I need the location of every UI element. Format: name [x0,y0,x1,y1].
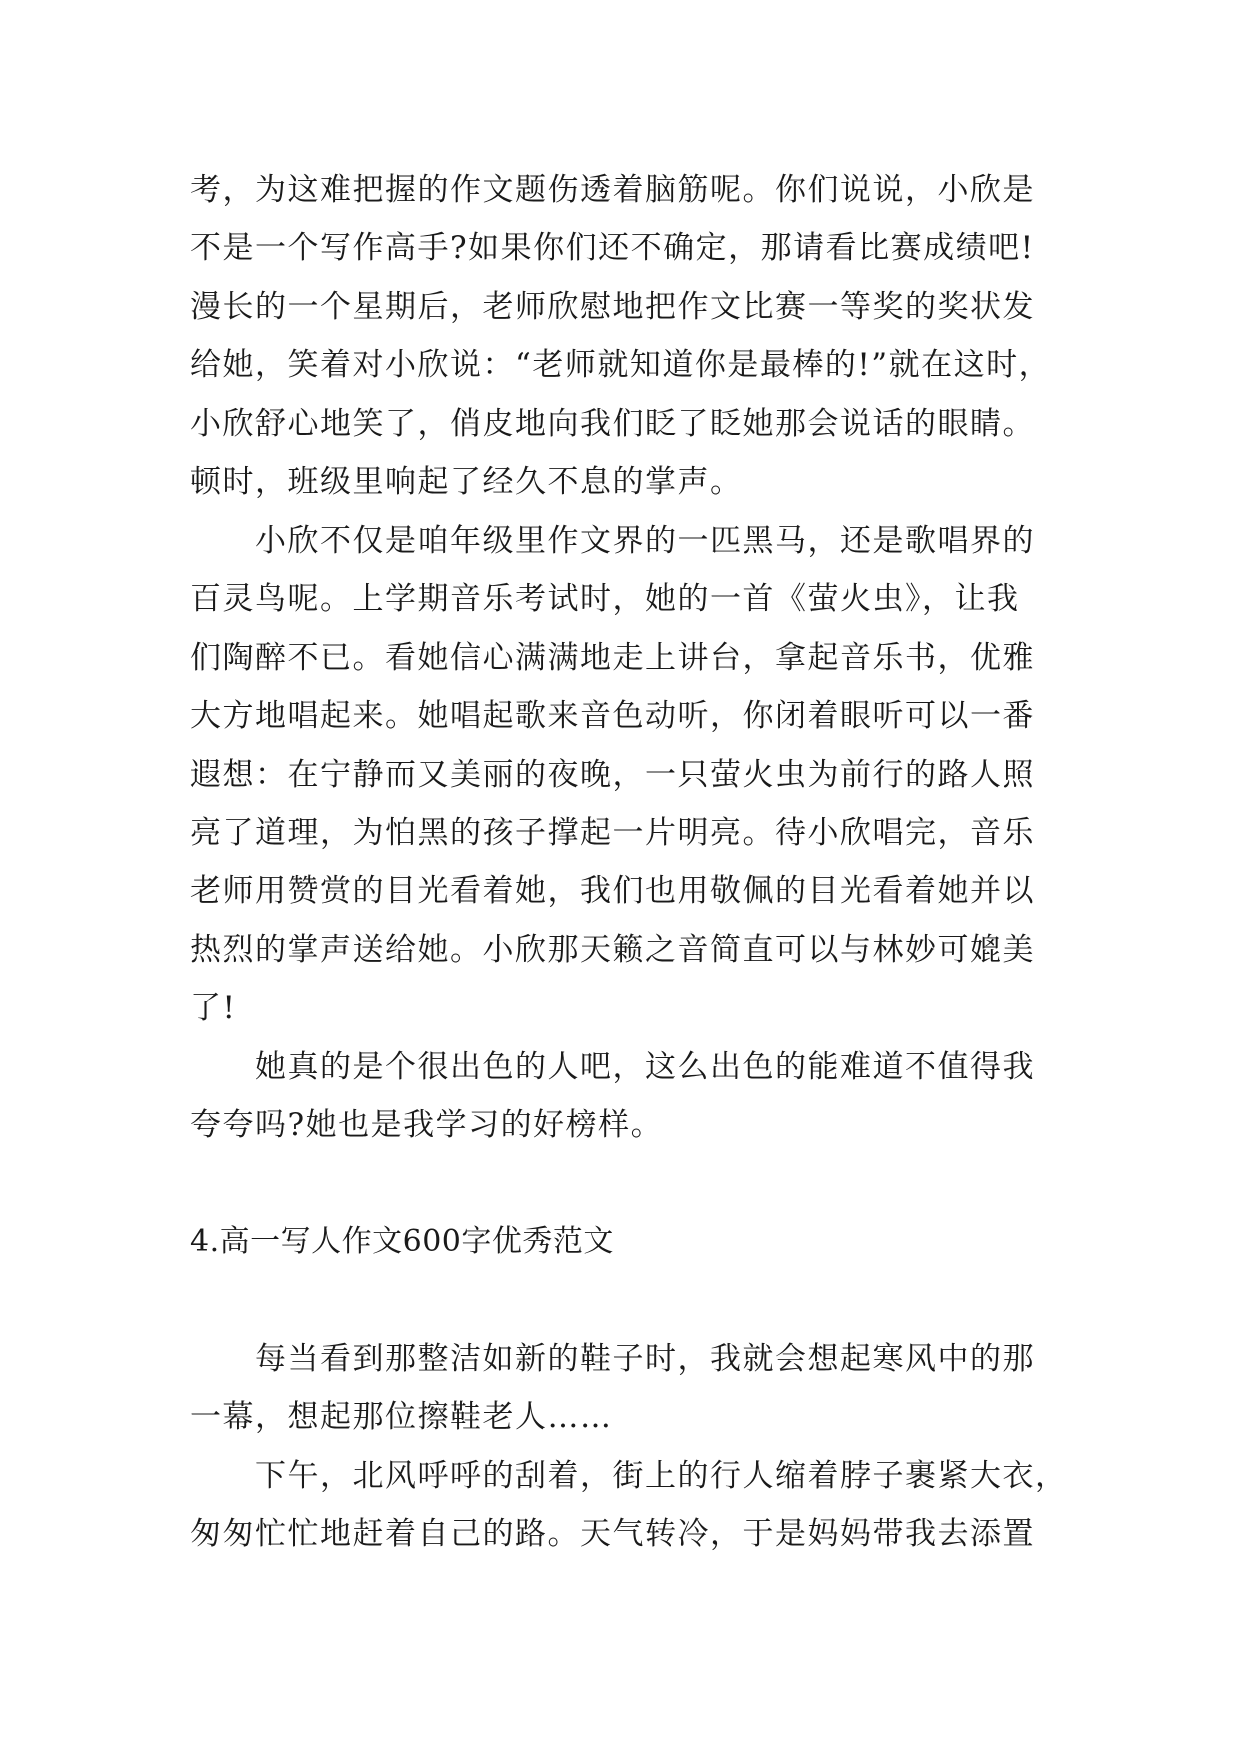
paragraph-line: 每当看到那整洁如新的鞋子时，我就会想起寒风中的那 [190,1341,1035,1377]
paragraph-line: 一幕，想起那位擦鞋老人…… [190,1399,613,1435]
paragraph-line: 小欣舒心地笑了，俏皮地向我们眨了眨她那会说话的眼睛。 [190,406,1035,442]
paragraph-line: 夸夸吗?她也是我学习的好榜样。 [190,1107,664,1143]
paragraph-line: 漫长的一个星期后，老师欣慰地把作文比赛一等奖的奖状发 [190,289,1035,325]
paragraph-line: 她真的是个很出色的人吧，这么出色的能难道不值得我 [190,1049,1035,1085]
paragraph-line: 下午，北风呼呼的刮着，街上的行人缩着脖子裹紧大衣， [190,1458,1068,1494]
paragraph-line: 考，为这难把握的作文题伤透着脑筋呢。你们说说，小欣是 [190,172,1035,208]
paragraph-line: 顿时，班级里响起了经久不息的掌声。 [190,464,743,500]
paragraph-line: 热烈的掌声送给她。小欣那天籁之音简直可以与林妙可媲美 [190,932,1035,968]
paragraph-line: 百灵鸟呢。上学期音乐考试时，她的一首《萤火虫》，让我 [190,581,1020,617]
paragraph-line: 遐想：在宁静而又美丽的夜晚，一只萤火虫为前行的路人照 [190,757,1035,793]
paragraph-line: 亮了道理，为怕黑的孩子撑起一片明亮。待小欣唱完，音乐 [190,815,1035,851]
section-heading: 4.高一写人作文600字优秀范文 [190,1224,614,1259]
paragraph-line: 了! [190,990,237,1026]
paragraph-line: 小欣不仅是咱年级里作文界的一匹黑马，还是歌唱界的 [190,523,1035,559]
paragraph-line: 匆匆忙忙地赶着自己的路。天气转冷，于是妈妈带我去添置 [190,1516,1035,1552]
paragraph-line: 不是一个写作高手?如果你们还不确定，那请看比赛成绩吧! [190,230,1035,266]
paragraph-line: 大方地唱起来。她唱起歌来音色动听，你闭着眼听可以一番 [190,698,1035,734]
paragraph-line: 老师用赞赏的目光看着她，我们也用敬佩的目光看着她并以 [190,873,1035,909]
paragraph-line: 给她，笑着对小欣说：“老师就知道你是最棒的!”就在这时， [190,347,1052,383]
paragraph-line: 们陶醉不已。看她信心满满地走上讲台，拿起音乐书，优雅 [190,640,1035,676]
